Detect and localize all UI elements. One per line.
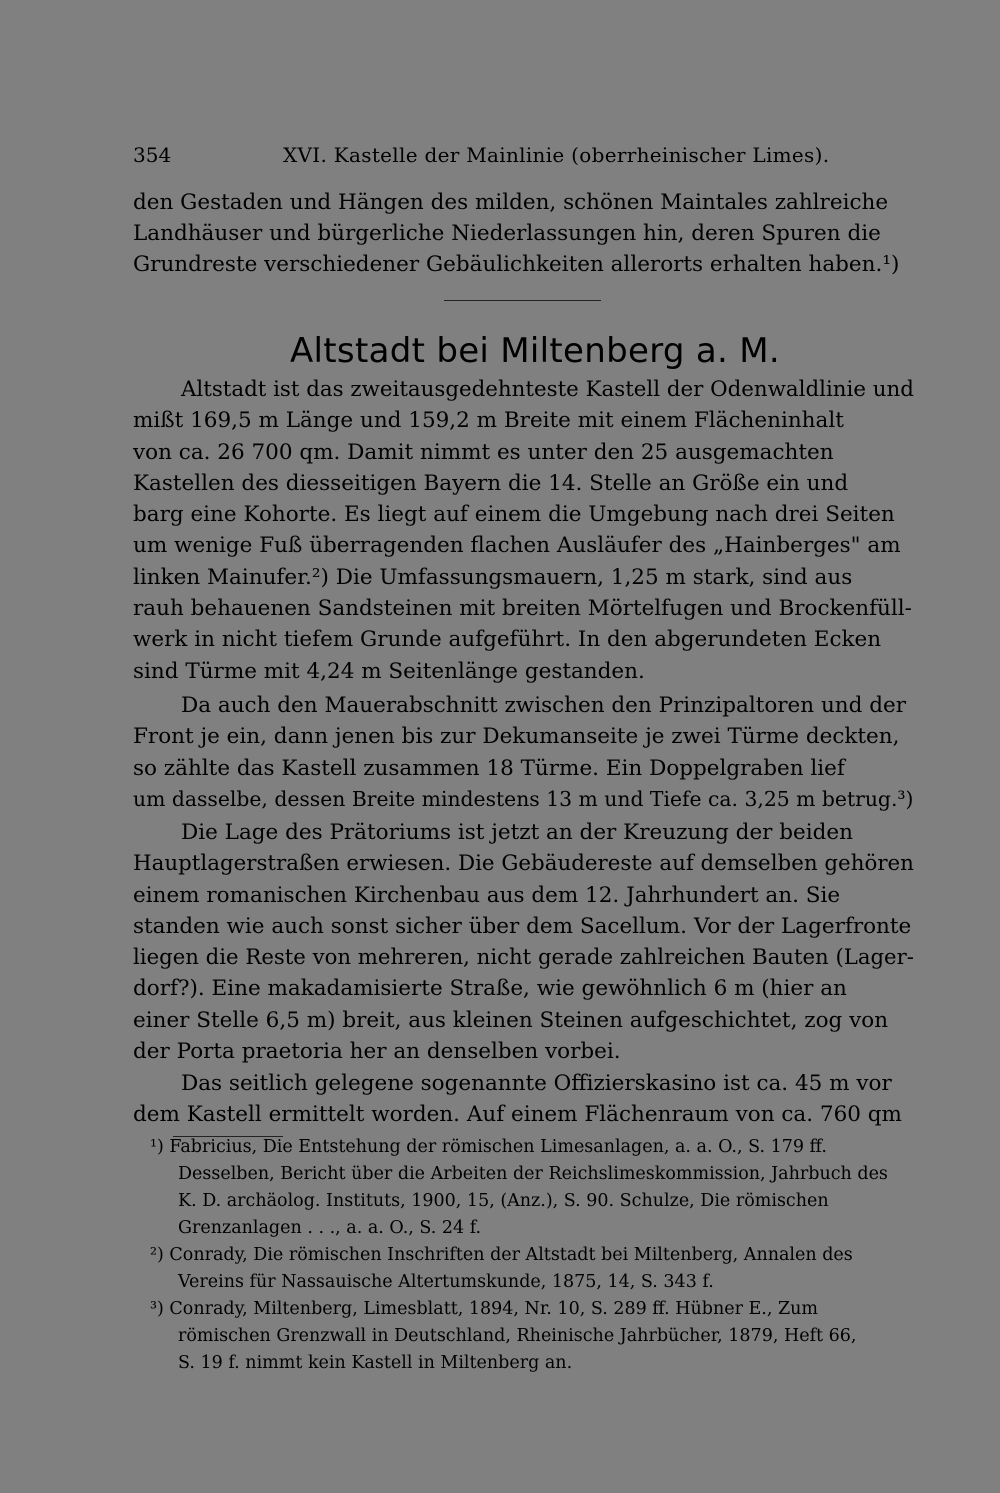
section-title: Altstadt bei Miltenberg a. M. [290, 331, 780, 371]
text-line: so zählte das Kastell zusammen 18 Türme. Ein Doppelgraben lief [133, 755, 845, 781]
section-divider [444, 300, 601, 301]
text-line: Hauptlagerstraßen erwiesen. Die Gebäudereste auf demselben gehören [133, 851, 914, 877]
paragraph-4 [133, 1068, 918, 1131]
text-line: sind Türme mit 4,24 m Seitenlänge gestanden. [133, 658, 645, 684]
text-line: Grundreste verschiedener Gebäulichkeiten allerorts erhalten haben.¹) [133, 252, 900, 278]
footnote-line: Desselben, Bericht über die Arbeiten der Reichslimeskommission, Jahrbuch des [178, 1164, 888, 1184]
text-line: werk in nicht tiefem Grunde aufgeführt. In den abgerundeten Ecken [133, 627, 882, 653]
running-head: XVI. Kastelle der Mainlinie (oberrheinischer Limes). [283, 143, 830, 167]
text-line: barg eine Kohorte. Es liegt auf einem die Umgebung nach drei Seiten [133, 502, 895, 528]
text-line: einem romanischen Kirchenbau aus dem 12. Jahrhundert an. Sie [133, 882, 841, 908]
text-line: rauh behauenen Sandsteinen mit breiten Mörtelfugen und Brockenfüll- [133, 596, 912, 622]
footnote-line: Vereins für Nassauische Altertumskunde, 1875, 14, S. 343 f. [178, 1272, 714, 1292]
page-header [133, 140, 923, 170]
text-line: der Porta praetoria her an denselben vorbei. [133, 1039, 621, 1065]
footnote-line: ³) Conrady, Miltenberg, Limesblatt, 1894, Nr. 10, S. 289 ff. Hübner E., Zum [150, 1299, 818, 1319]
footnote-line: K. D. archäolog. Instituts, 1900, 15, (Anz.), S. 90. Schulze, Die römischen [178, 1191, 829, 1211]
page-number: 354 [133, 143, 172, 167]
text-line: Altstadt ist das zweitausgedehnteste Kastell der Odenwaldlinie und [181, 377, 914, 402]
text-line: mißt 169,5 m Länge und 159,2 m Breite mit einem Flächeninhalt [133, 408, 844, 434]
text-line: Das seitlich gelegene sogenannte Offizierskasino ist ca. 45 m vor [181, 1071, 892, 1096]
intro-paragraph [133, 187, 918, 281]
paragraph-2 [133, 690, 918, 815]
text-line: Landhäuser und bürgerliche Niederlassungen hin, deren Spuren die [133, 221, 881, 247]
text-line: einer Stelle 6,5 m) breit, aus kleinen Steinen aufgeschichtet, zog von [133, 1007, 889, 1033]
footnote-line: Grenzanlagen . . ., a. a. O., S. 24 f. [178, 1218, 482, 1238]
text-line: Front je ein, dann jenen bis zur Dekumanseite je zwei Türme deckten, [133, 724, 900, 750]
footnotes [150, 1134, 920, 1377]
text-line: dem Kastell ermittelt worden. Auf einem Flächenraum von ca. 760 qm [133, 1102, 902, 1128]
footnote-line: ¹) Fabricius, Die Entstehung der römischen Limesanlagen, a. a. O., S. 179 ff. [150, 1137, 827, 1157]
text-line: dorf?). Eine makadamisierte Straße, wie gewöhnlich 6 m (hier an [133, 976, 847, 1002]
text-line: Da auch den Mauerabschnitt zwischen den Prinzipaltoren und der [181, 693, 907, 718]
footnote-line: ²) Conrady, Die römischen Inschriften der Altstadt bei Miltenberg, Annalen des [150, 1245, 853, 1265]
text-line: um wenige Fuß überragenden flachen Ausläufer des „Hainberges" am [133, 533, 901, 559]
text-line: von ca. 26 700 qm. Damit nimmt es unter den 25 ausgemachten [133, 439, 834, 465]
footnote-2 [150, 1242, 920, 1296]
footnote-line: römischen Grenzwall in Deutschland, Rheinische Jahrbücher, 1879, Heft 66, [178, 1326, 857, 1346]
text-line: um dasselbe, dessen Breite mindestens 13 m und Tiefe ca. 3,25 m betrug.³) [133, 786, 914, 811]
text-line: standen wie auch sonst sicher über dem Sacellum. Vor der Lagerfronte [133, 913, 912, 939]
paragraph-1 [133, 374, 918, 687]
text-line: Die Lage des Prätoriums ist jetzt an der Kreuzung der beiden [181, 820, 853, 845]
footnote-1 [150, 1134, 920, 1242]
paragraph-3 [133, 817, 918, 1067]
footnote-3 [150, 1296, 920, 1377]
text-line: linken Mainufer.²) Die Umfassungsmauern, 1,25 m stark, sind aus [133, 564, 853, 590]
text-line: liegen die Reste von mehreren, nicht gerade zahlreichen Bauten (Lager- [133, 945, 914, 971]
footnote-line: S. 19 f. nimmt kein Kastell in Miltenberg an. [178, 1353, 573, 1373]
text-line: den Gestaden und Hängen des milden, schönen Maintales zahlreiche [133, 190, 889, 215]
text-line: Kastellen des diesseitigen Bayern die 14. Stelle an Größe ein und [133, 470, 849, 496]
